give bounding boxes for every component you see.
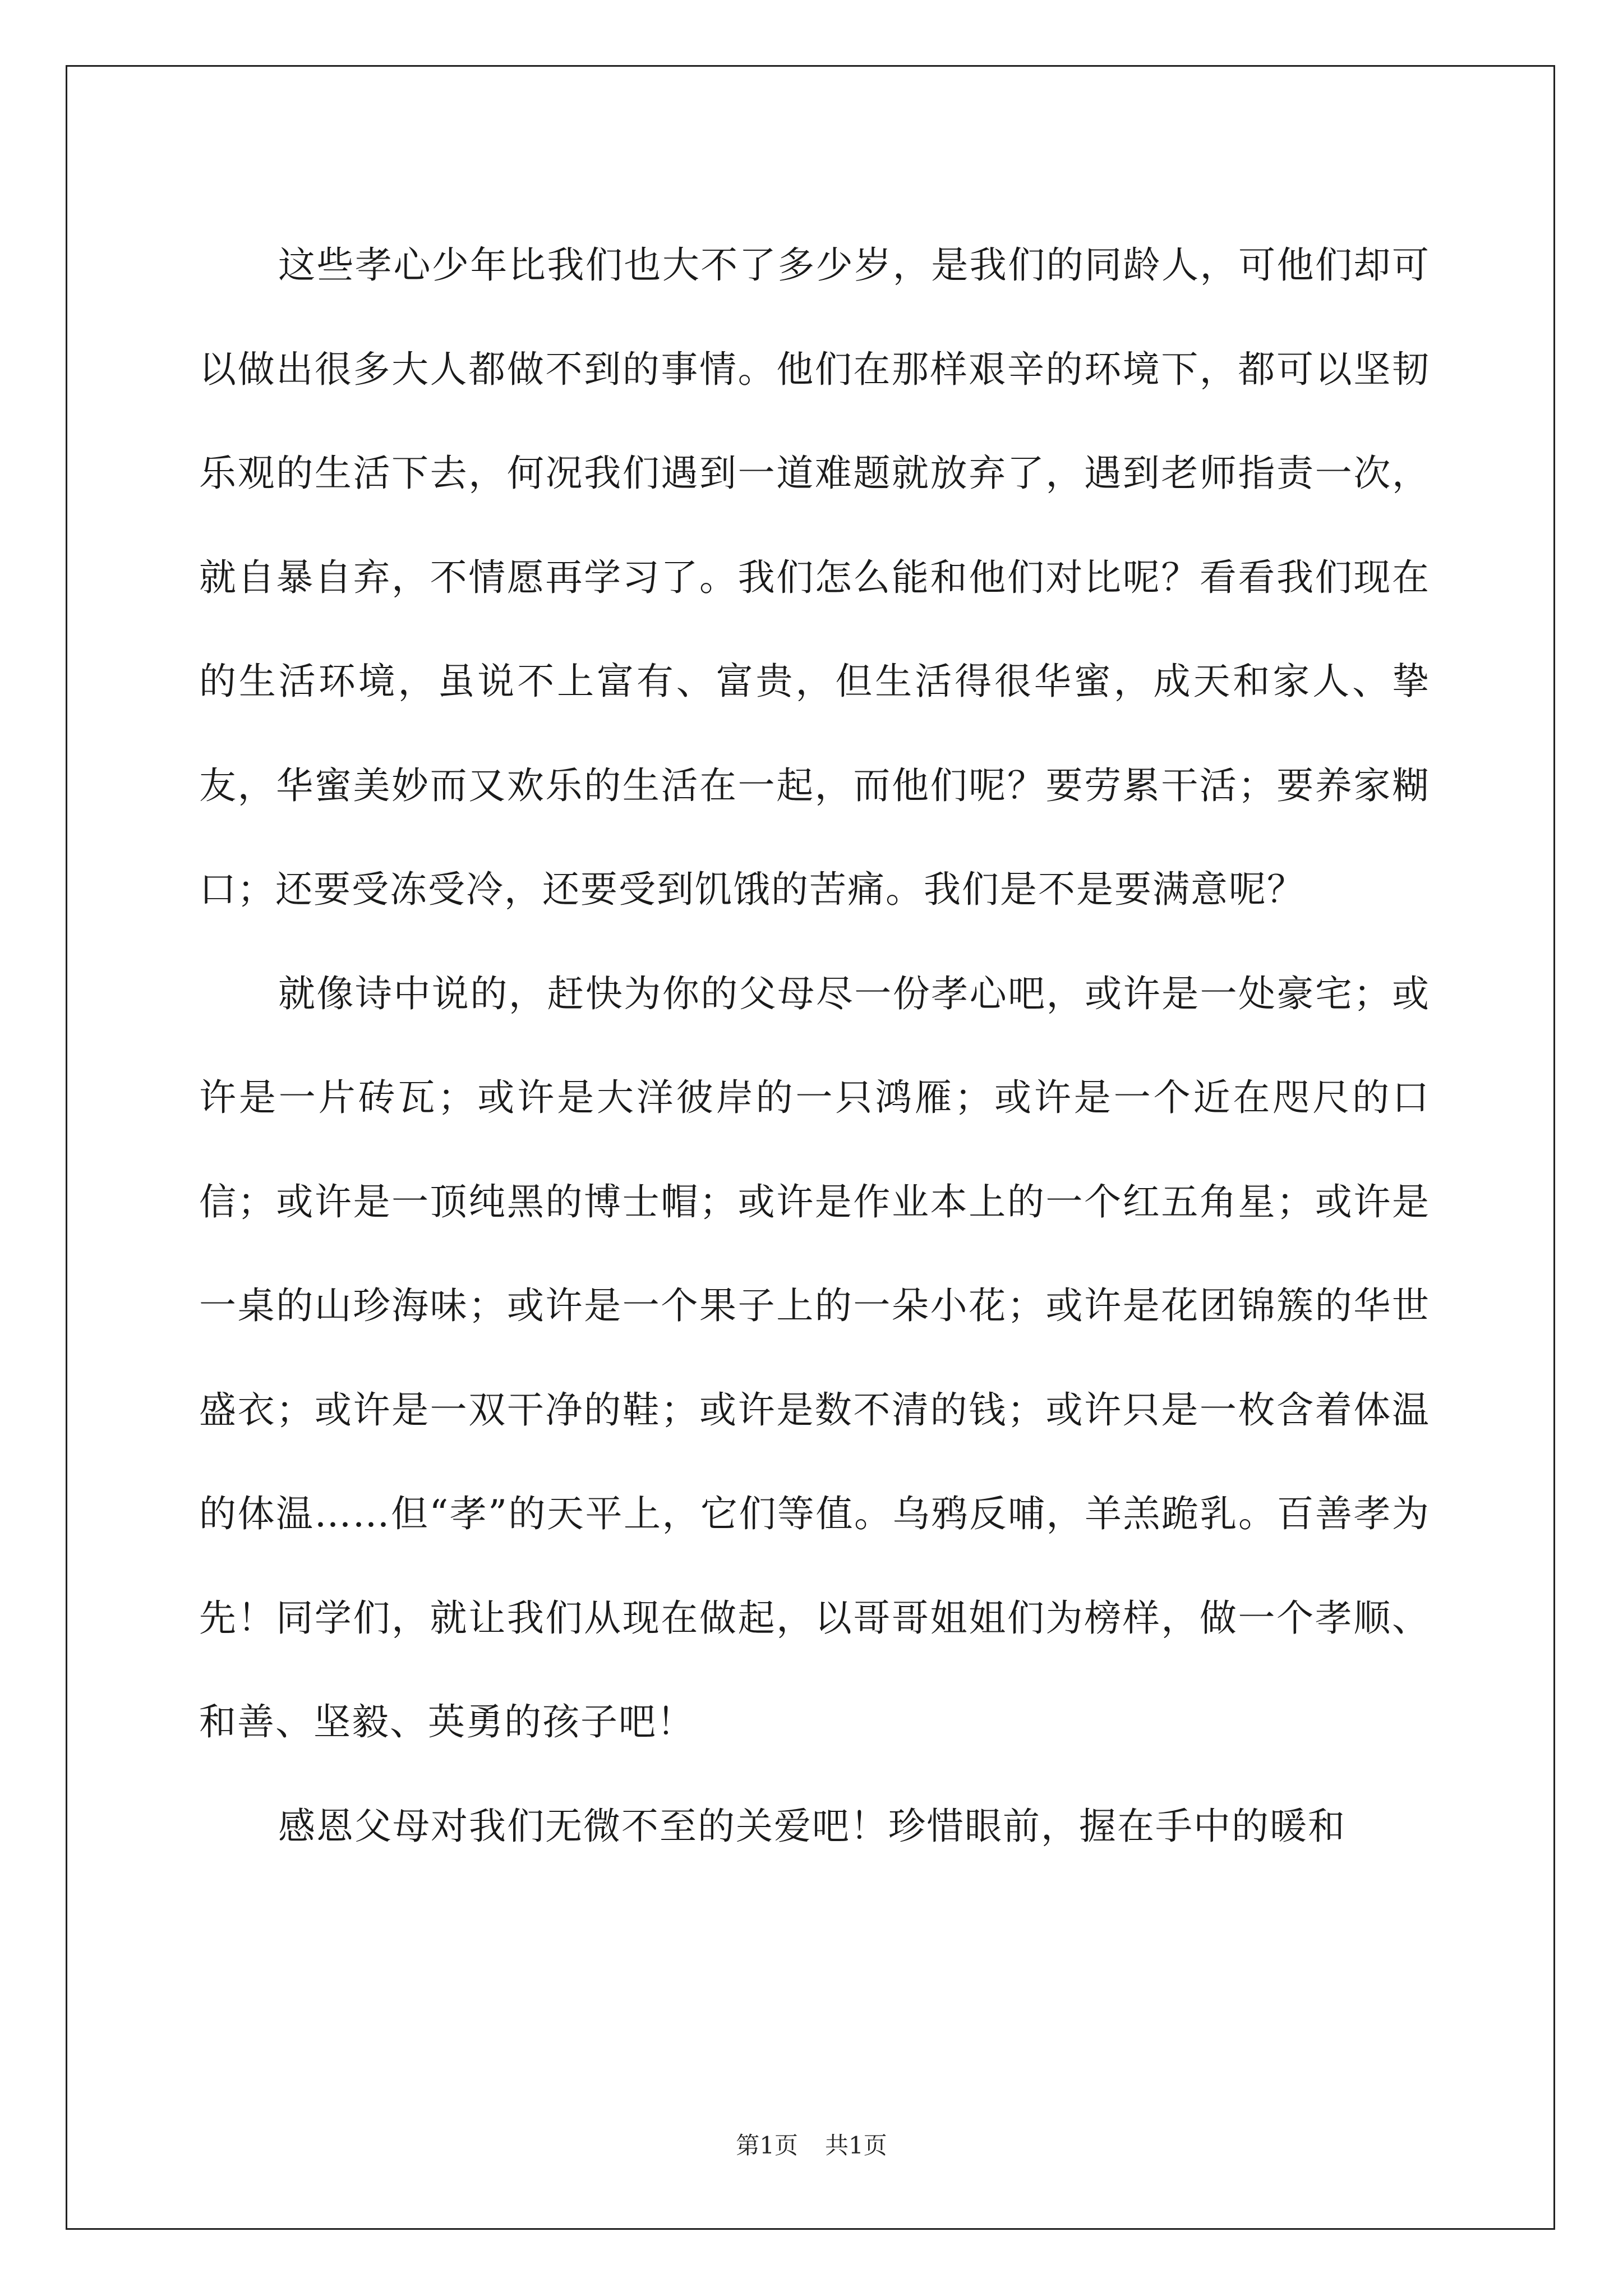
page-total: 共1页: [825, 2132, 887, 2159]
document-body: [199, 213, 1430, 1878]
page-number: 第1页: [736, 2132, 798, 2159]
paragraph-2: 就像诗中说的，赶快为你的父母尽一份孝心吧，或许是一处豪宅；或许是一片砖瓦；或许是大洋彼岸的一只鸿雁；或许是一个近在咫尺的口信；或许是一顶纯黑的博士帽；或许是作业本上的一个红五角星；或许是一桌的山珍海味；或许是一个果子上的一朵小花；或许是花团锦簇的华世盛衣；或许是一双干净的鞋；或许是数不清的钱；或许只是一枚含着体温的体温……但“孝”的天平上，它们等值。乌鸦反哺，羊羔跪乳。百善孝为先！同学们，就让我们从现在做起，以哥哥姐姐们为榜样，做一个孝顺、和善、坚毅、英勇的孩子吧！: [199, 972, 1430, 1743]
page-footer: [0, 2129, 1623, 2162]
paragraph-1: 这些孝心少年比我们也大不了多少岁，是我们的同龄人，可他们却可以做出很多大人都做不到的事情。他们在那样艰辛的环境下，都可以坚韧乐观的生活下去，何况我们遇到一道难题就放弃了，遇到老师指责一次，就自暴自弃，不情愿再学习了。我们怎么能和他们对比呢？看看我们现在的生活环境，虽说不上富有、富贵，但生活得很华蜜，成天和家人、挚友，华蜜美妙而又欢乐的生活在一起，而他们呢？要劳累干活；要养家糊口；还要受冻受冷，还要受到饥饿的苦痛。我们是不是要满意呢？: [199, 243, 1430, 911]
paragraph-3: 感恩父母对我们无微不至的关爱吧！珍惜眼前，握在手中的暖和: [278, 1804, 1346, 1848]
